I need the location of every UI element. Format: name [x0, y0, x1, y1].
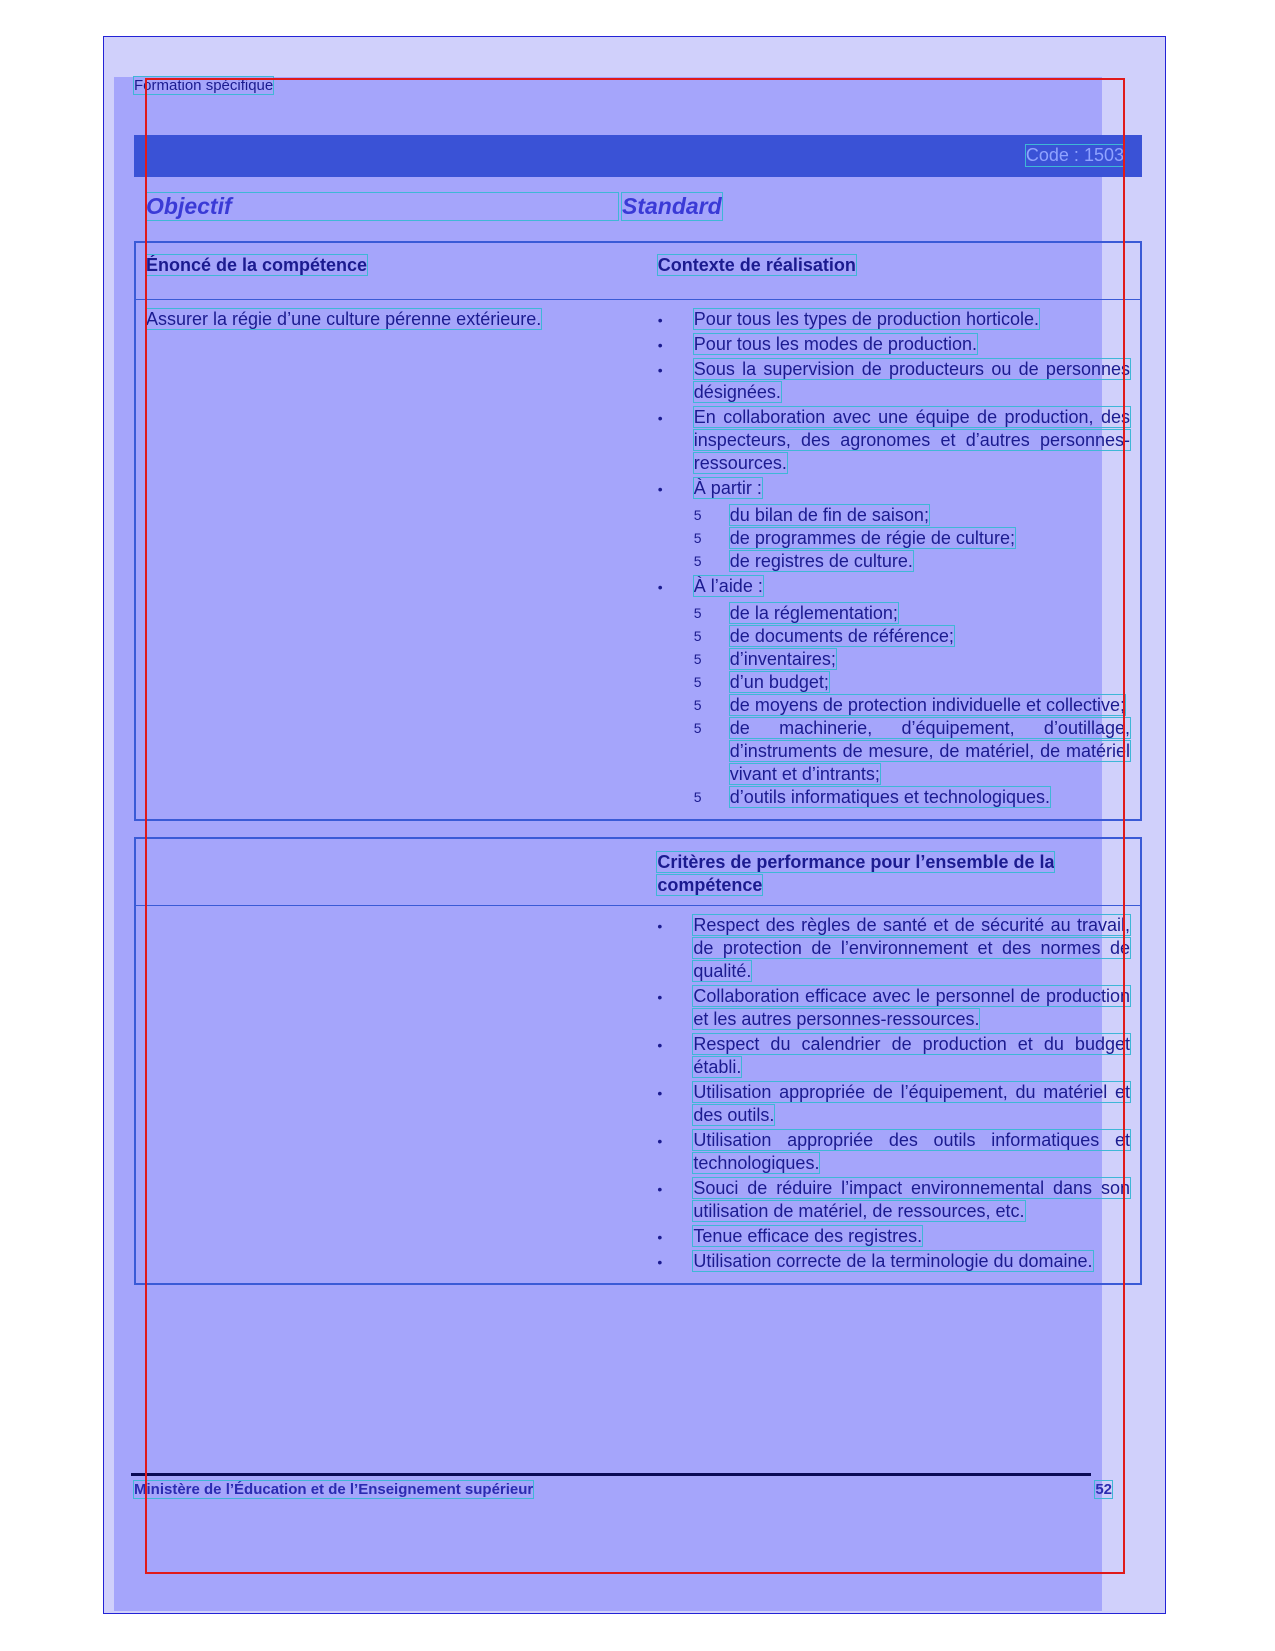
context-subitem — [694, 671, 1130, 694]
list-item-text: En collaboration avec une équipe de production, des inspecteurs, des agronomes et d’autres personnes-ressources. — [693, 407, 1130, 473]
context-subitem — [694, 717, 1130, 786]
section-title-standard: Standard — [622, 193, 722, 219]
criteria-table — [134, 837, 1142, 1285]
bullet-icon: 5 — [693, 674, 702, 690]
context-sublist — [694, 602, 1130, 809]
criteria-table-body — [135, 906, 1141, 1285]
list-item-text: Sous la supervision de producteurs ou de personnes désignées. — [693, 359, 1130, 402]
bullet-icon: • — [657, 1181, 663, 1197]
context-item — [658, 333, 1130, 356]
bullet-icon: • — [657, 1254, 663, 1270]
criteria-item — [657, 1225, 1130, 1248]
competency-code — [1026, 145, 1124, 166]
bullet-icon: • — [657, 1229, 663, 1245]
list-item-text: de la réglementation; — [729, 603, 898, 623]
list-item-text: d’un budget; — [729, 672, 829, 692]
context-subitem — [694, 694, 1130, 717]
context-subitem — [694, 625, 1130, 648]
criteria-table-header — [135, 838, 1141, 906]
context-sublist — [694, 504, 1130, 573]
bullet-icon: • — [657, 362, 663, 378]
bullet-icon: • — [657, 1085, 663, 1101]
context-list — [658, 308, 1130, 809]
list-item-text: Utilisation appropriée des outils informatiques et technologiques. — [693, 1130, 1130, 1173]
bullet-icon: 5 — [693, 530, 702, 546]
bullet-icon: 5 — [693, 651, 702, 667]
competency-table-header — [135, 242, 1141, 300]
list-item-text: de machinerie, d’équipement, d’outillage, d’instruments de mesure, de matériel, de matériel vivant et d’intrants; — [729, 718, 1130, 784]
list-item-text: du bilan de fin de saison; — [729, 505, 929, 525]
context-subitem — [694, 504, 1130, 527]
criteria-item — [657, 1081, 1130, 1127]
bullet-icon: 5 — [693, 628, 702, 644]
bullet-icon: 5 — [693, 605, 702, 621]
competency-table-body — [135, 300, 1141, 821]
code-bar — [134, 135, 1142, 177]
criteria-item — [657, 985, 1130, 1031]
code-value: 1503 — [1083, 145, 1124, 165]
bullet-icon: 5 — [693, 697, 702, 713]
list-item-text: À partir : — [693, 478, 762, 498]
list-item-text: Respect du calendrier de production et du budget établi. — [693, 1034, 1130, 1077]
context-subitem — [694, 648, 1130, 671]
bullet-icon: • — [657, 337, 663, 353]
bullet-icon: • — [657, 1037, 663, 1053]
bullet-icon: • — [657, 1133, 663, 1149]
page-number: 52 — [1095, 1481, 1112, 1498]
bullet-icon: 5 — [693, 789, 702, 805]
list-item-text: d’inventaires; — [729, 649, 836, 669]
list-item-text: À l’aide : — [693, 576, 763, 596]
list-item-text: de programmes de régie de culture; — [729, 528, 1015, 548]
list-item-text: Souci de réduire l’impact environnemental dans son utilisation de matériel, de ressources, etc. — [693, 1178, 1130, 1221]
page-content — [134, 37, 1142, 1613]
bullet-icon: 5 — [693, 507, 702, 523]
list-item-text: Pour tous les modes de production. — [693, 334, 977, 354]
criteria-list — [657, 914, 1130, 1273]
context-subitem — [694, 602, 1130, 625]
list-item-text: d’outils informatiques et technologiques. — [729, 787, 1050, 807]
footer-rule — [131, 1473, 1091, 1476]
bullet-icon: • — [657, 579, 663, 595]
context-item — [658, 358, 1130, 404]
list-item-text: Utilisation correcte de la terminologie du domaine. — [693, 1251, 1093, 1271]
section-title-objectif: Objectif — [146, 193, 618, 220]
list-item-text: de registres de culture. — [729, 551, 913, 571]
context-subitem — [694, 527, 1130, 550]
criteria-header: Critères de performance pour l’ensemble de la compétence — [657, 852, 1055, 895]
context-item — [658, 308, 1130, 331]
competency-statement: Assurer la régie d’une culture pérenne extérieure. — [146, 309, 542, 329]
list-item-text: Utilisation appropriée de l’équipement, du matériel et des outils. — [693, 1082, 1130, 1125]
bullet-icon: 5 — [693, 720, 702, 736]
bullet-icon: • — [657, 918, 663, 934]
bullet-icon: 5 — [693, 553, 702, 569]
criteria-item — [657, 1177, 1130, 1223]
list-item-text: de moyens de protection individuelle et collective; — [729, 695, 1126, 715]
criteria-item — [657, 914, 1130, 983]
list-item-text: Respect des règles de santé et de sécurité au travail, de protection de l’environnement et des normes de qualité. — [693, 915, 1130, 981]
footer-ministry: Ministère de l’Éducation et de l’Enseignement supérieur — [134, 1481, 534, 1498]
bullet-icon: • — [657, 312, 663, 328]
context-item — [658, 575, 1130, 809]
code-label: Code : — [1025, 145, 1079, 165]
bullet-icon: • — [657, 481, 663, 497]
list-item-text: Collaboration efficace avec le personnel de production et les autres personnes-ressources. — [693, 986, 1130, 1029]
criteria-item — [657, 1033, 1130, 1079]
competency-table — [134, 241, 1142, 821]
context-item — [658, 406, 1130, 475]
statement-header: Énoncé de la compétence — [146, 255, 368, 275]
bullet-icon: • — [657, 410, 663, 426]
running-head: Formation spécifique — [134, 77, 274, 94]
context-subitem — [694, 786, 1130, 809]
document-page — [103, 36, 1166, 1614]
context-subitem — [694, 550, 1130, 573]
context-item — [658, 477, 1130, 573]
list-item-text: Tenue efficace des registres. — [693, 1226, 923, 1246]
context-header: Contexte de réalisation — [657, 255, 856, 275]
list-item-text: Pour tous les types de production horticole. — [693, 309, 1039, 329]
bullet-icon: • — [657, 989, 663, 1005]
list-item-text: de documents de référence; — [729, 626, 954, 646]
criteria-item — [657, 1129, 1130, 1175]
criteria-item — [657, 1250, 1130, 1273]
